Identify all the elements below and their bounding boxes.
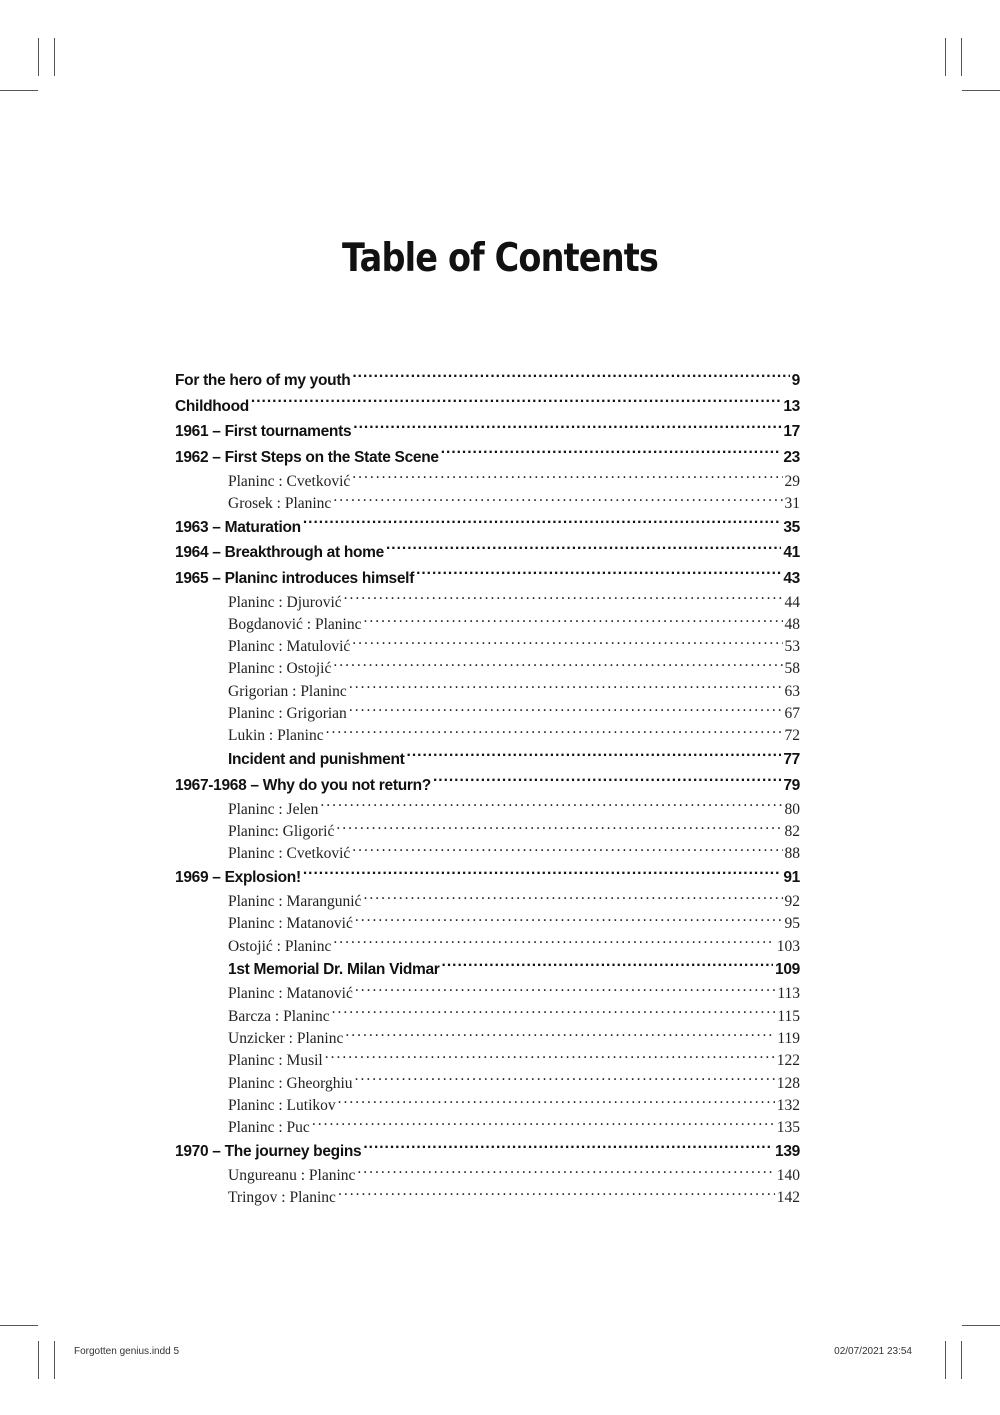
toc-entry-label: Planinc : Matanović (228, 985, 353, 1003)
toc-entry-page-number: 122 (776, 1052, 800, 1070)
toc-entry-game (175, 935, 800, 957)
dot-leader (416, 567, 781, 583)
toc-entry-page-number: 29 (784, 472, 800, 490)
toc-entry-page-number: 23 (783, 448, 800, 466)
toc-entry-page-number: 128 (776, 1074, 800, 1092)
toc-entry-page-number: 109 (775, 961, 800, 979)
dot-leader (349, 680, 783, 696)
toc-entry-label: Barcza : Planinc (228, 1007, 330, 1025)
toc-entry-section (175, 747, 800, 773)
toc-entry-label: Planinc : Marangunić (228, 893, 362, 911)
toc-entry-page-number: 63 (784, 682, 800, 700)
toc-entry-game (175, 1165, 800, 1187)
dot-leader (352, 636, 782, 652)
toc-entry-page-number: 17 (783, 423, 800, 440)
toc-entry-game (175, 492, 800, 514)
toc-entry-chapter (175, 865, 800, 891)
crop-mark (962, 1325, 1000, 1326)
dot-leader (325, 1050, 775, 1066)
toc-entry-game (175, 1028, 800, 1050)
dot-leader (326, 725, 783, 741)
toc-entry-chapter (175, 540, 800, 566)
toc-entry-page-number: 92 (784, 893, 800, 911)
dot-leader (336, 820, 782, 836)
crop-mark (961, 1341, 962, 1379)
toc-entry-page-number: 88 (784, 845, 800, 863)
toc-entry-game (175, 591, 800, 613)
crop-mark (0, 1325, 38, 1326)
toc-entry-page-number: 139 (775, 1143, 800, 1161)
crop-mark (54, 1341, 55, 1379)
crop-mark (962, 90, 1000, 91)
toc-entry-label: Planinc : Ostojić (228, 660, 332, 678)
toc-entry-game (175, 891, 800, 913)
dot-leader (303, 867, 782, 883)
toc-entry-game (175, 820, 800, 842)
toc-entry-label: Planinc : Jelen (228, 800, 319, 818)
toc-entry-label: Planinc : Lutikov (228, 1096, 336, 1114)
dot-leader (338, 1187, 775, 1203)
toc-entry-label: 1962 – First Steps on the State Scene (175, 448, 439, 466)
toc-entry-chapter (175, 515, 800, 541)
dot-leader (355, 913, 783, 929)
toc-entry-page-number: 115 (777, 1007, 800, 1025)
toc-entry-game (175, 703, 800, 725)
crop-mark (38, 38, 39, 76)
toc-entry-label: Planinc : Gheorghiu (228, 1074, 353, 1092)
footer-file-info: Forgotten genius.indd 5 (74, 1346, 180, 1357)
toc-entry-page-number: 79 (783, 776, 800, 794)
toc-entry-label: Ostojić : Planinc (228, 937, 332, 955)
toc-entry-game (175, 636, 800, 658)
toc-entry-label: Planinc : Cvetković (228, 845, 351, 863)
dot-leader (353, 421, 781, 437)
toc-entry-label: Incident and punishment (228, 751, 405, 769)
toc-entry-page-number: 9 (791, 372, 800, 389)
crop-mark (945, 1341, 946, 1379)
dot-leader (338, 1094, 775, 1110)
dot-leader (363, 613, 782, 629)
toc-entry-page-number: 140 (776, 1167, 800, 1185)
toc-entry-label: Lukin : Planinc (228, 727, 324, 745)
toc-entry-page-number: 113 (777, 985, 800, 1003)
toc-entry-label: Planinc : Puc (228, 1119, 310, 1137)
toc-entry-page-number: 135 (776, 1119, 800, 1137)
toc-entry-chapter (175, 1139, 800, 1165)
dot-leader (349, 703, 783, 719)
toc-entry-game (175, 725, 800, 747)
dot-leader (355, 1072, 775, 1088)
dot-leader (352, 370, 789, 386)
dot-leader (357, 1165, 774, 1181)
toc-entry-page-number: 53 (784, 638, 800, 656)
crop-mark (0, 90, 38, 91)
dot-leader (333, 492, 782, 508)
toc-entry-label: Unzicker : Planinc (228, 1030, 344, 1048)
toc-entry-chapter (175, 445, 800, 471)
toc-entry-page-number: 31 (784, 494, 800, 512)
toc-entry-label: Planinc : Matanović (228, 915, 353, 933)
crop-mark (38, 1341, 39, 1379)
dot-leader (345, 1028, 775, 1044)
toc-entry-page-number: 58 (784, 660, 800, 678)
toc-entry-label: 1961 – First tournaments (175, 423, 352, 440)
toc-entry-chapter (175, 773, 800, 799)
toc-entry-label: Tringov : Planinc (228, 1189, 336, 1207)
toc-entry-page-number: 67 (784, 705, 800, 723)
toc-entry-game (175, 680, 800, 702)
toc-entry-chapter (175, 419, 800, 445)
toc-entry-label: Planinc : Cvetković (228, 472, 351, 490)
toc-entry-game (175, 470, 800, 492)
dot-leader (352, 470, 782, 486)
toc-entry-label: Planinc : Grigorian (228, 705, 347, 723)
dot-leader (332, 1005, 776, 1021)
dot-leader (251, 395, 781, 411)
toc-entry-page-number: 95 (784, 915, 800, 933)
toc-entry-label: Planinc : Matulović (228, 638, 351, 656)
footer-timestamp: 02/07/2021 23:54 (834, 1346, 912, 1357)
table-of-contents (175, 368, 800, 1209)
toc-entry-label: Bogdanović : Planinc (228, 615, 362, 633)
toc-entry-page-number: 13 (783, 397, 800, 415)
crop-mark (945, 38, 946, 76)
dot-leader (320, 798, 782, 814)
toc-entry-label: Grosek : Planinc (228, 494, 332, 512)
toc-entry-game (175, 1005, 800, 1027)
toc-entry-game (175, 1072, 800, 1094)
toc-entry-label: 1967-1968 – Why do you not return? (175, 776, 431, 794)
dot-leader (442, 959, 773, 975)
toc-entry-chapter (175, 368, 800, 394)
toc-entry-game (175, 983, 800, 1005)
toc-entry-label: 1970 – The journey begins (175, 1143, 362, 1161)
toc-entry-section (175, 957, 800, 983)
toc-entry-label: 1969 – Explosion! (175, 869, 301, 887)
toc-entry-chapter (175, 566, 800, 592)
dot-leader (333, 935, 774, 951)
toc-entry-label: 1st Memorial Dr. Milan Vidmar (228, 961, 440, 979)
crop-mark (961, 38, 962, 76)
toc-entry-label: Childhood (175, 397, 249, 415)
toc-entry-label: 1965 – Planinc introduces himself (175, 569, 415, 587)
toc-entry-label: Grigorian : Planinc (228, 682, 347, 700)
toc-entry-page-number: 80 (784, 800, 800, 818)
dot-leader (333, 658, 782, 674)
dot-leader (363, 1141, 773, 1157)
toc-entry-page-number: 77 (783, 751, 800, 769)
toc-entry-label: 1963 – Maturation (175, 518, 301, 536)
toc-entry-page-number: 35 (783, 518, 800, 536)
toc-entry-label: 1964 – Breakthrough at home (175, 544, 384, 562)
toc-entry-game (175, 1117, 800, 1139)
toc-entry-page-number: 132 (776, 1096, 800, 1114)
toc-entry-page-number: 103 (776, 937, 800, 955)
dot-leader (344, 591, 783, 607)
toc-entry-page-number: 91 (783, 869, 800, 887)
dot-leader (407, 749, 782, 765)
dot-leader (312, 1117, 775, 1133)
dot-leader (303, 516, 782, 532)
toc-entry-game (175, 613, 800, 635)
toc-entry-page-number: 82 (784, 822, 800, 840)
toc-entry-page-number: 41 (783, 544, 800, 562)
toc-entry-game (175, 1050, 800, 1072)
toc-entry-game (175, 1187, 800, 1209)
toc-entry-chapter (175, 394, 800, 420)
toc-entry-game (175, 798, 800, 820)
toc-entry-game (175, 913, 800, 935)
toc-entry-label: Planinc : Djurović (228, 593, 342, 611)
toc-entry-game (175, 658, 800, 680)
toc-entry-page-number: 142 (776, 1189, 800, 1207)
dot-leader (352, 843, 782, 859)
toc-entry-label: Ungureanu : Planinc (228, 1167, 356, 1185)
dot-leader (386, 542, 781, 558)
toc-entry-game (175, 843, 800, 865)
crop-mark (54, 38, 55, 76)
toc-entry-label: Planinc: Gligorić (228, 822, 335, 840)
toc-entry-page-number: 119 (777, 1030, 800, 1048)
toc-entry-page-number: 44 (784, 593, 800, 611)
dot-leader (363, 891, 782, 907)
toc-entry-page-number: 48 (784, 615, 800, 633)
toc-entry-page-number: 43 (783, 569, 800, 587)
toc-entry-label: For the hero of my youth (175, 372, 351, 389)
dot-leader (355, 983, 775, 999)
page-title: Table of Contents (341, 236, 658, 281)
dot-leader (433, 774, 781, 790)
toc-entry-game (175, 1094, 800, 1116)
toc-entry-label: Planinc : Musil (228, 1052, 323, 1070)
toc-entry-page-number: 72 (784, 727, 800, 745)
dot-leader (441, 446, 782, 462)
